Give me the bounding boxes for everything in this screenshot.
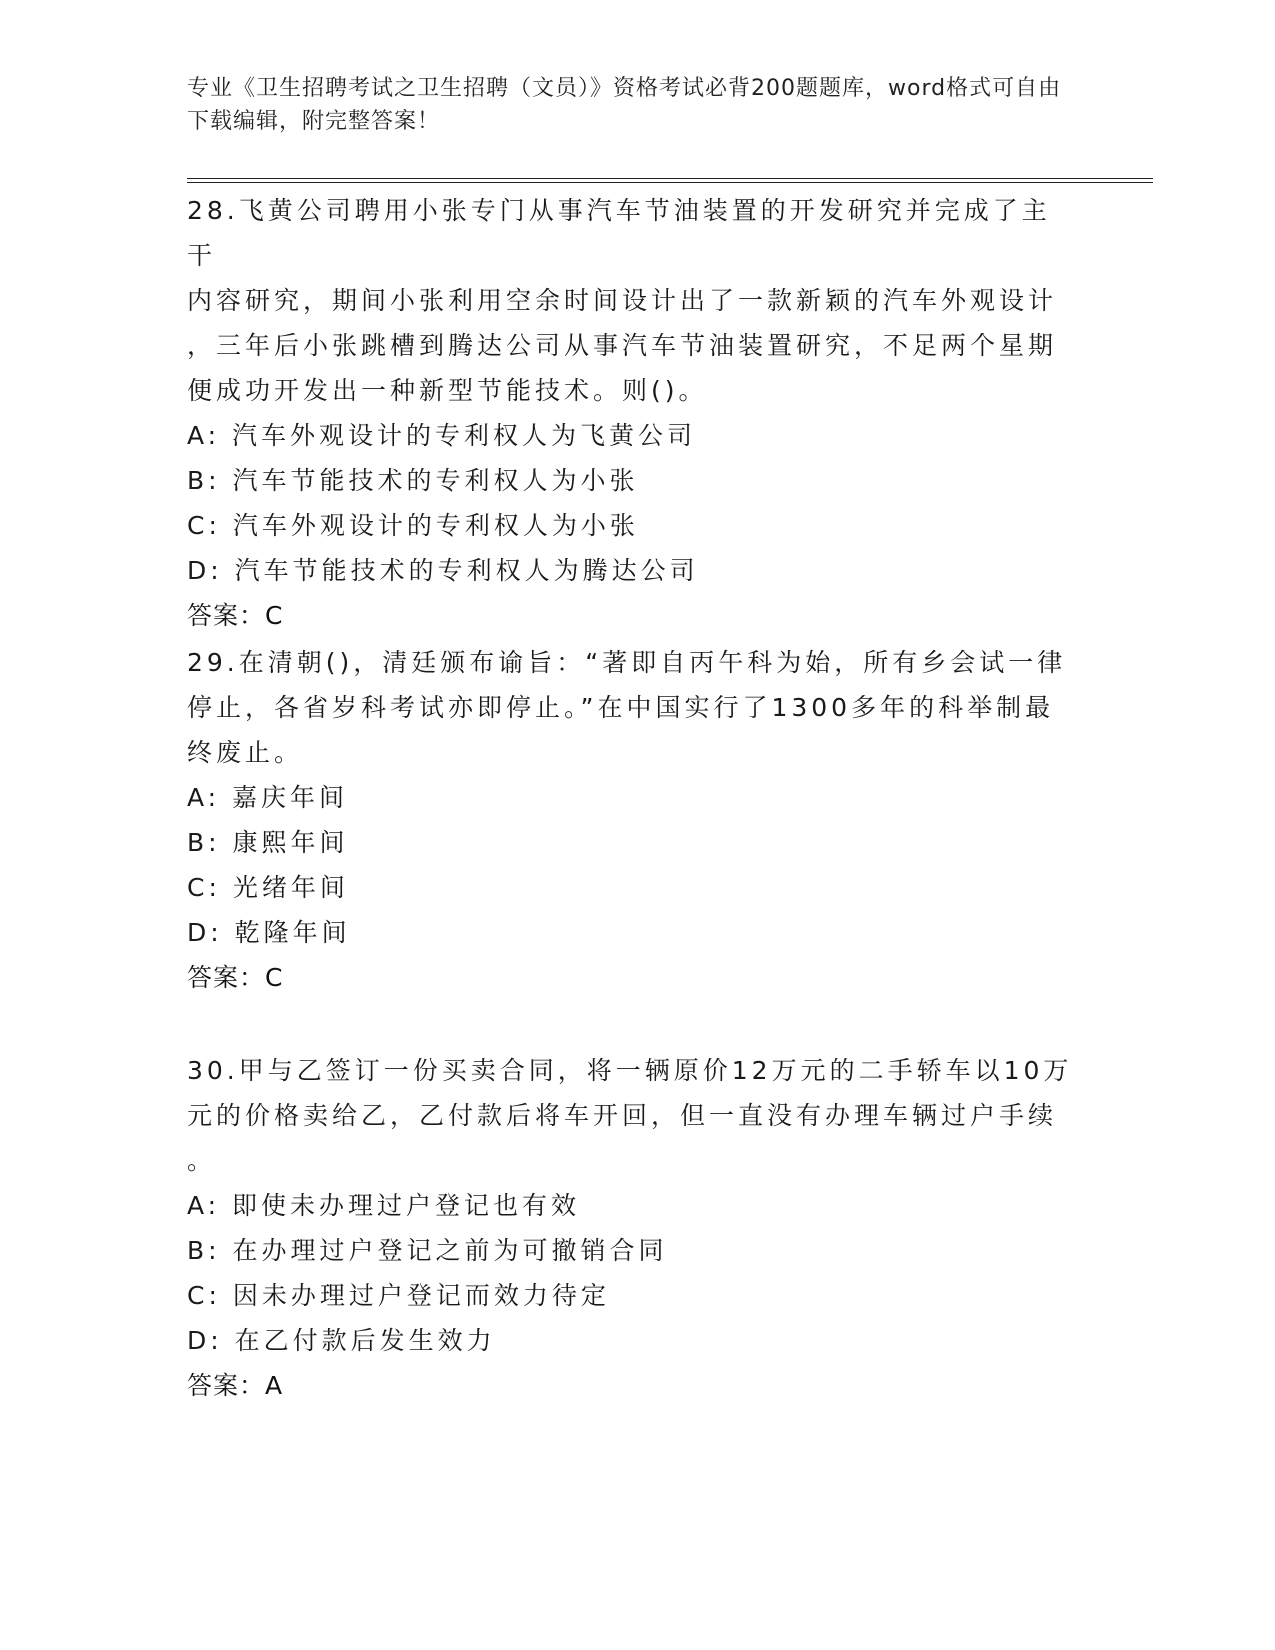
option-b: B: 康熙年间 [187, 828, 349, 857]
question-stem: 28.飞黄公司聘用小张专门从事汽车节油装置的开发研究并完成了主干 内容研究，期间小张利用空余时间设计出了一款新颖的汽车外观设计 ，三年后小张跳槽到腾达公司从事汽车节油装置研究，不足两个星期 便成功开发出一种新型节能技术。则()。 [187, 196, 1058, 405]
option-a: A: 汽车外观设计的专利权人为飞黄公司 [187, 421, 697, 450]
document-header: 专业《卫生招聘考试之卫生招聘（文员）》资格考试必背200题题库，word格式可自由下载编辑，附完整答案！ [187, 76, 1062, 134]
option-d: D: 在乙付款后发生效力 [187, 1326, 496, 1355]
option-c: C: 因未办理过户登记而效力待定 [187, 1281, 610, 1310]
question-stem: 29.在清朝()，清廷颁布谕旨：“著即自丙午科为始，所有乡会试一律 停止，各省岁科考试亦即停止。”在中国实行了1300多年的科举制最 终废止。 [187, 648, 1067, 767]
question-28 [187, 188, 1077, 638]
option-a: A: 即使未办理过户登记也有效 [187, 1191, 581, 1220]
option-b: B: 汽车节能技术的专利权人为小张 [187, 466, 639, 495]
option-b: B: 在办理过户登记之前为可撤销合同 [187, 1236, 668, 1265]
answer-line: 答案：C [187, 601, 284, 630]
answer-line: 答案：A [187, 1371, 284, 1400]
header-divider [187, 178, 1153, 179]
option-c: C: 光绪年间 [187, 873, 349, 902]
answer-line: 答案：C [187, 963, 284, 992]
question-stem: 30.甲与乙签订一份买卖合同，将一辆原价12万元的二手轿车以10万 元的价格卖给乙，乙付款后将车开回，但一直没有办理车辆过户手续 。 [187, 1056, 1073, 1175]
question-30 [187, 1048, 1077, 1408]
option-c: C: 汽车外观设计的专利权人为小张 [187, 511, 639, 540]
question-29 [187, 640, 1077, 1000]
option-a: A: 嘉庆年间 [187, 783, 349, 812]
header-divider [187, 182, 1153, 183]
option-d: D: 汽车节能技术的专利权人为腾达公司 [187, 556, 699, 585]
option-d: D: 乾隆年间 [187, 918, 351, 947]
